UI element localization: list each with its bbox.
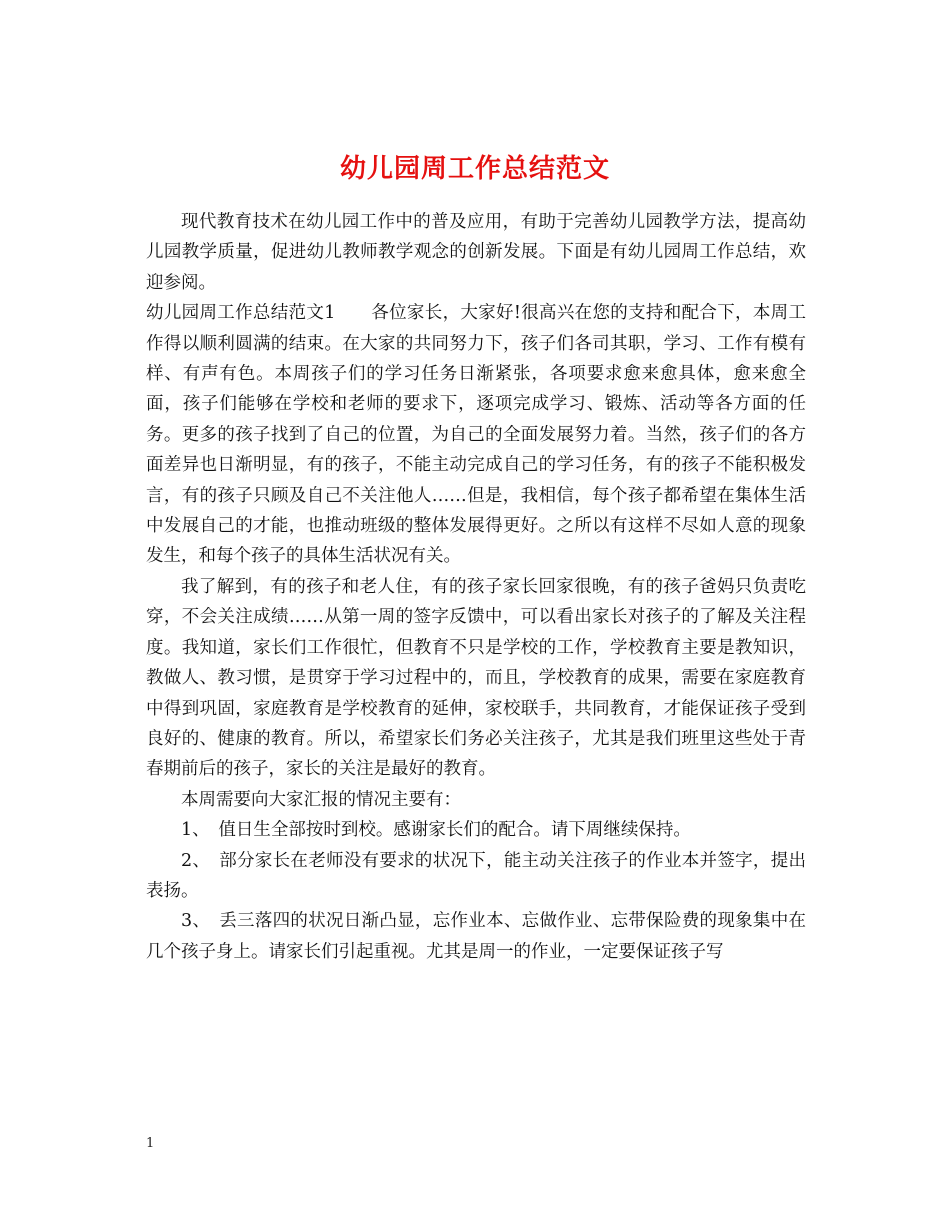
report-item-3: 3、 丢三落四的状况日渐凸显，忘作业本、忘做作业、忘带保险费的现象集中在几个孩子身上。请家长们引起重视。尤其是周一的作业，一定要保证孩子写 (146, 911, 806, 962)
report-item-2: 2、 部分家长在老师没有要求的状况下，能主动关注孩子的作业本并签字，提出表扬。 (146, 850, 806, 901)
document-body (146, 207, 806, 967)
sample-one-paragraph: 幼儿园周工作总结范文1 各位家长，大家好!很高兴在您的支持和配合下，本周工作得以顺利圆满的结束。在大家的共同努力下，孩子们各司其职，学习、工作有模有样、有声有色。本周孩子们的学习任务日渐紧张，各项要求愈来愈具体，愈来愈全面，孩子们能够在学校和老师的要求下，逐项完成学习、锻炼、活动等各方面的任务。更多的孩子找到了自己的位置，为自己的全面发展努力着。当然，孩子们的各方面差异也日渐明显，有的孩子，不能主动完成自己的学习任务，有的孩子不能积极发言，有的孩子只顾及自己不关注他人……但是，我相信，每个孩子都希望在集体生活中发展自己的才能，也推动班级的整体发展得更好。之所以有这样不尽如人意的现象发生，和每个孩子的具体生活状况有关。 (146, 303, 806, 567)
page-number: 1 (146, 1136, 155, 1151)
family-situation-paragraph: 我了解到，有的孩子和老人住，有的孩子家长回家很晚，有的孩子爸妈只负责吃穿，不会关注成绩……从第一周的签字反馈中，可以看出家长对孩子的了解及关注程度。我知道，家长们工作很忙，但教育不只是学校的工作，学校教育主要是教知识，教做人、教习惯，是贯穿于学习过程中的，而且，学校教育的成果，需要在家庭教育中得到巩固，家庭教育是学校教育的延伸，家校联手，共同教育，才能保证孩子受到良好的、健康的教育。所以，希望家长们务必关注孩子，尤其是我们班里这些处于青春期前后的孩子，家长的关注是最好的教育。 (146, 576, 806, 780)
report-intro-paragraph: 本周需要向大家汇报的情况主要有： (181, 789, 461, 810)
document-title: 幼儿园周工作总结范文 (339, 154, 610, 185)
intro-paragraph: 现代教育技术在幼儿园工作中的普及应用，有助于完善幼儿园教学方法，提高幼儿园教学质量，促进幼儿教师教学观念的创新发展。下面是有幼儿园周工作总结，欢迎参阅。 (146, 212, 806, 293)
report-item-1: 1、 值日生全部按时到校。感谢家长们的配合。请下周继续保持。 (181, 820, 691, 841)
